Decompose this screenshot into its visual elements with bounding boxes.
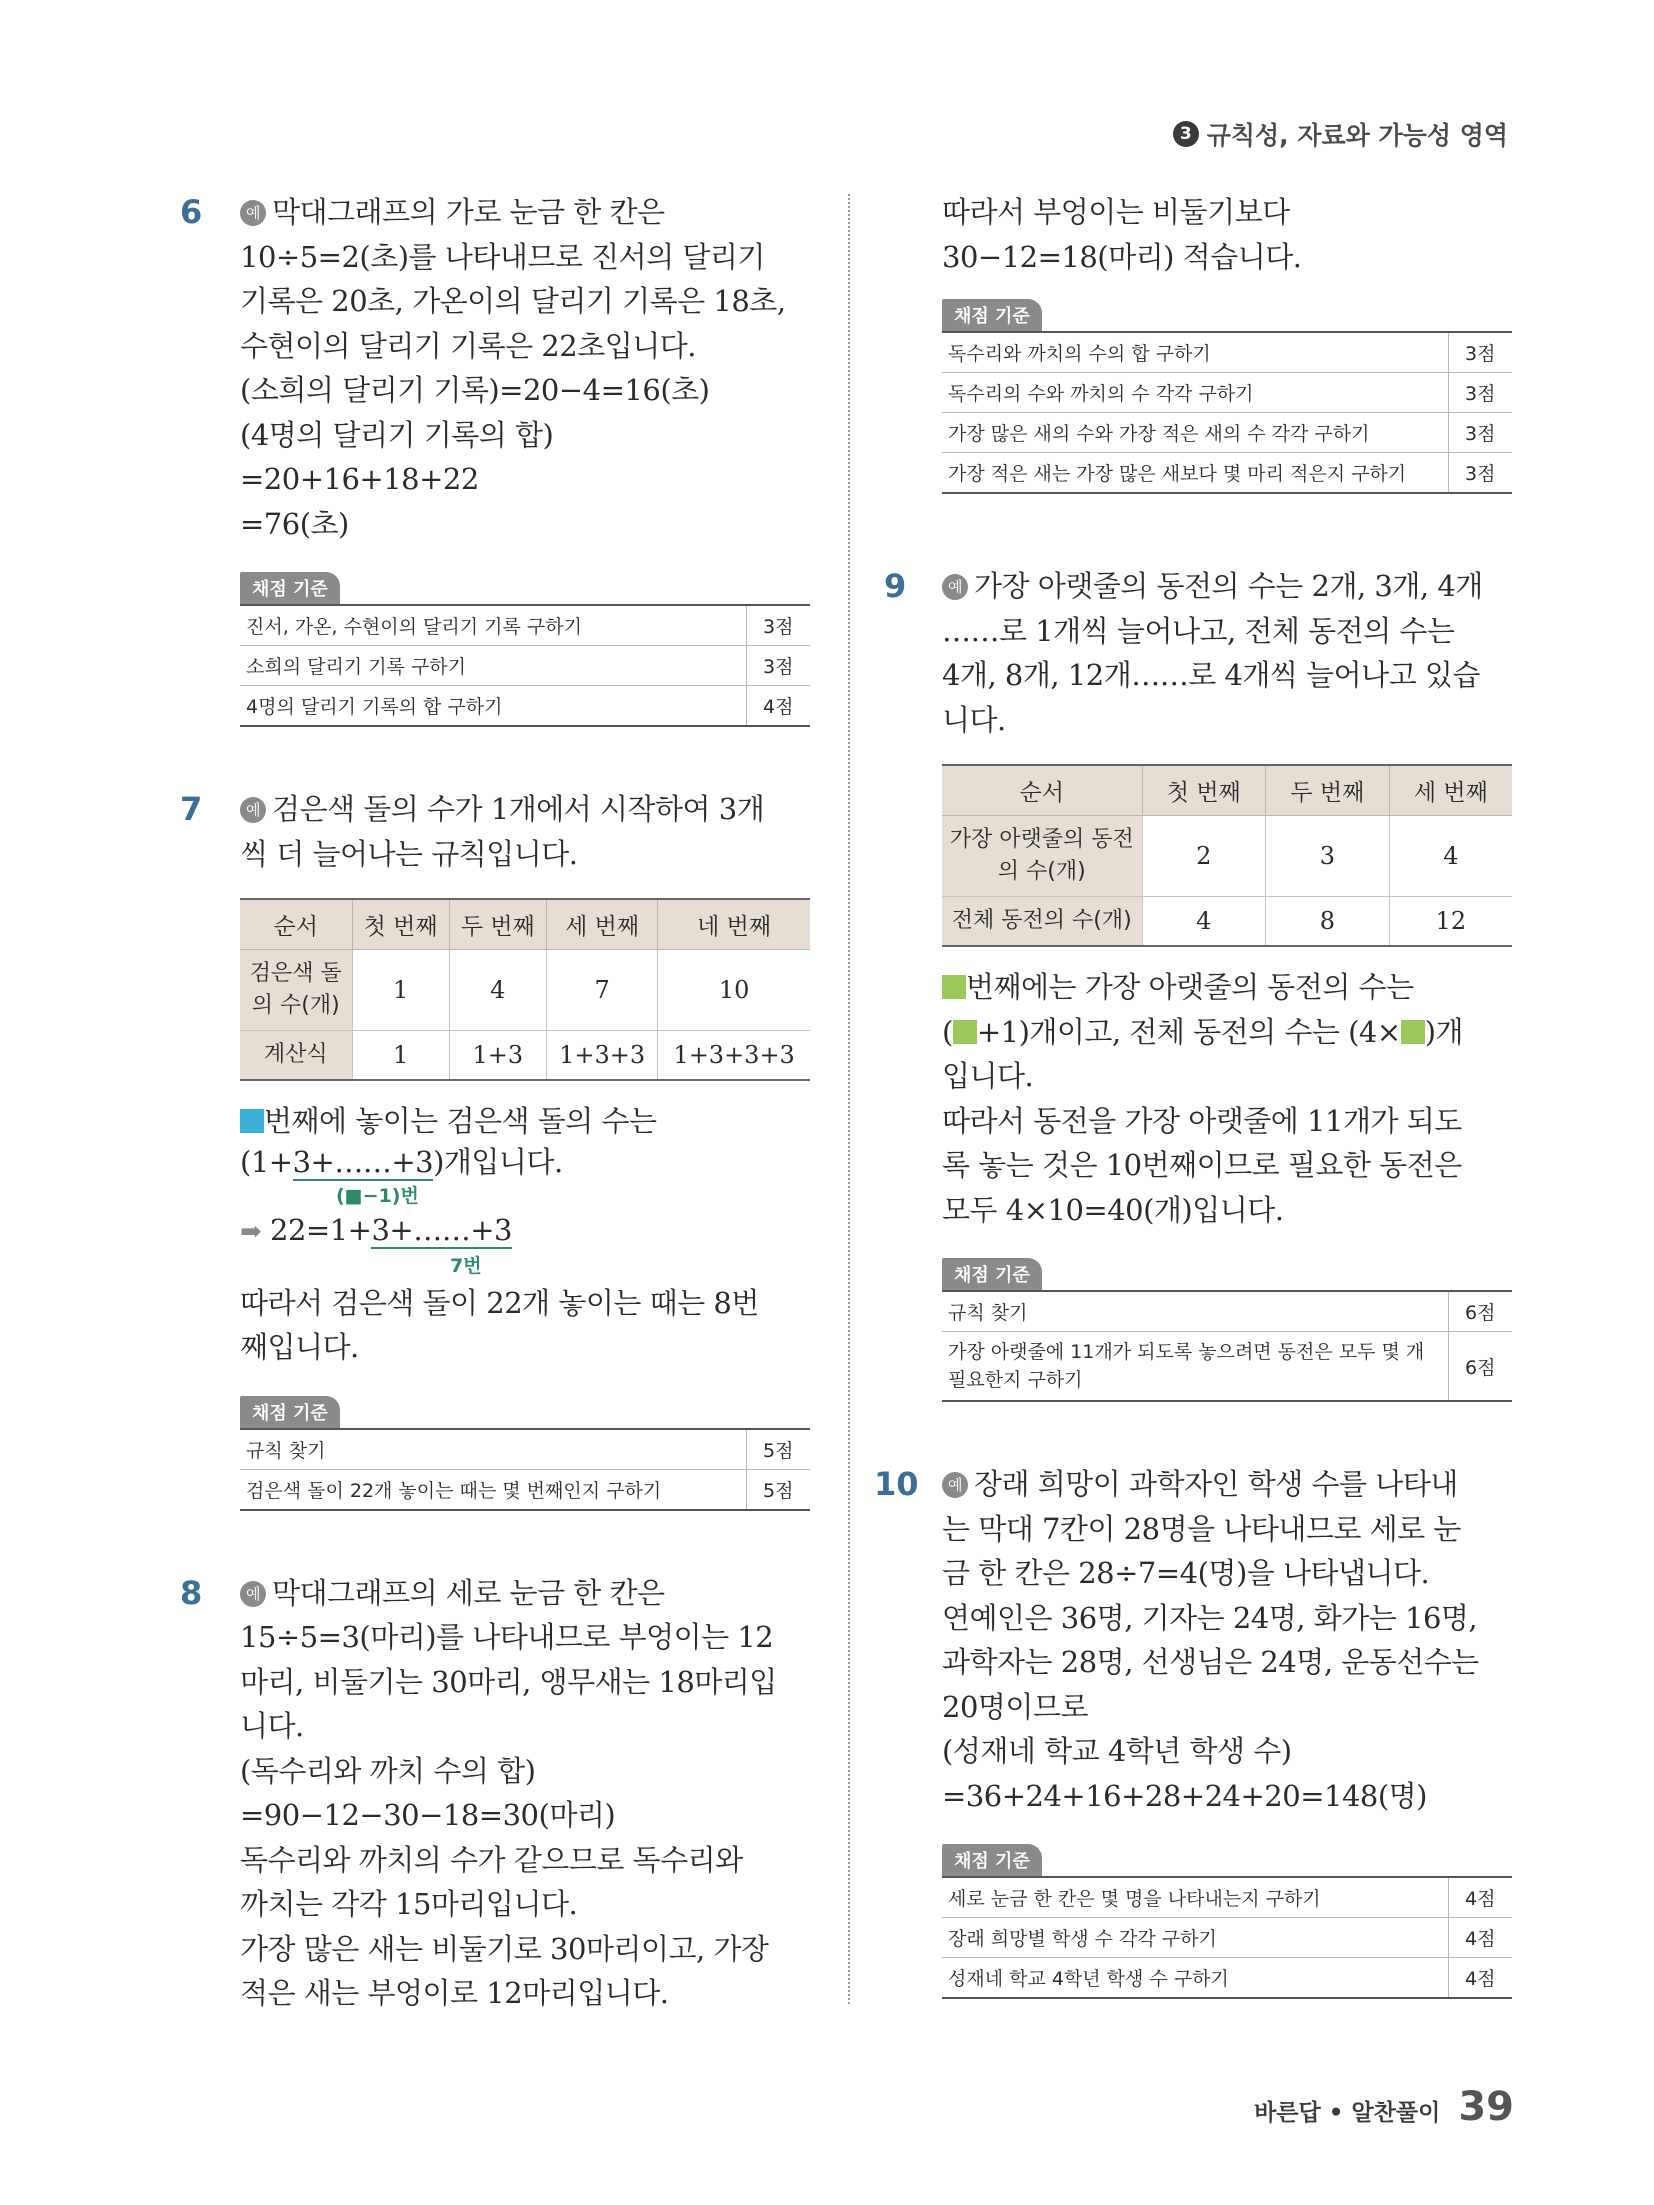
solution-line: 니다. [942,702,1006,737]
table-header-row: 순서 첫 번째 두 번째 세 번째 네 번째 [240,899,810,950]
criteria-title: 채점 기준 [942,299,1042,331]
solution-line: 4개, 8개, 12개……로 4개씩 늘어나고 있습 [942,658,1480,692]
solution-line: 30−12=18(마리) 적습니다. [942,239,1302,274]
arrow-right-icon: ➡ [240,1216,262,1247]
scoring-criteria [942,299,1512,494]
solution-line: 록 놓는 것은 10번째이므로 필요한 동전은 [942,1148,1462,1182]
table-row: 가장 아랫줄의 동전의 수(개) 2 3 4 [942,816,1512,897]
solution-line: 따라서 부엉이는 비둘기보다 [942,195,1290,229]
criteria-title: 채점 기준 [240,1396,340,1428]
scoring-criteria [942,1258,1512,1402]
criteria-title: 채점 기준 [240,572,340,604]
solution-line: 금 한 칸은 28÷7=4(명)을 나타냅니다. [942,1556,1430,1590]
table-row: 가장 아랫줄에 11개가 되도록 놓으려면 동전은 모두 몇 개 필요한지 구하기 6점 [942,1332,1512,1402]
table-row: 가장 적은 새는 가장 많은 새보다 몇 마리 적은지 구하기 3점 [942,453,1512,494]
scoring-criteria [942,1844,1512,1999]
solution-line: 예 가장 아랫줄의 동전의 수는 2개, 3개, 4개 [942,564,1512,609]
problem-number: 9 [884,567,907,605]
green-square-icon [942,975,966,999]
page-footer [1254,2084,1514,2130]
page-number: 39 [1458,2084,1514,2130]
problem-number: 8 [180,1573,203,1612]
table-row: 소희의 달리기 기록 구하기 3점 [240,646,810,686]
solution-line: 예 검은색 돌의 수가 1개에서 시작하여 3개 [240,787,810,832]
example-mark: 예 [240,797,266,823]
problem-10 [874,1462,1512,1999]
solution-line: =20+16+18+22 [240,462,479,496]
table-row: 진서, 가온, 수현이의 달리기 기록 구하기 3점 [240,605,810,646]
section-header [1173,116,1508,152]
underbrace: 3+……+3 [292,1144,434,1179]
blue-square-icon [240,1109,264,1133]
solution-line: (소희의 달리기 기록)=20−4=16(초) [240,373,710,407]
scoring-criteria [240,1396,810,1511]
solution-line: 10÷5=2(초)를 나타내므로 진서의 달리기 [240,239,765,274]
problem-number: 6 [180,193,203,231]
solution-line: (4명의 달리기 기록의 합) [240,417,554,452]
example-mark: 예 [942,574,968,600]
solution-line: 15÷5=3(마리)를 나타내므로 부엉이는 12 [240,1620,774,1654]
solution-line: ➡ 22=1+3+……+3 [240,1212,512,1247]
problem-number: 10 [874,1465,919,1503]
solution-line: ……로 1개씩 늘어나고, 전체 동전의 수는 [942,613,1455,648]
coin-pattern-table [942,764,1512,947]
brace-label: (■−1)번 [336,1184,419,1207]
problem-9 [886,564,1512,1402]
solution-line: 적은 새는 부엉이로 12마리입니다. [240,1976,669,2010]
section-number-badge: 3 [1173,121,1199,147]
green-square-icon [953,1020,977,1044]
example-mark: 예 [942,1472,968,1498]
solution-line: 과학자는 28명, 선생님은 24명, 운동선수는 [942,1645,1479,1679]
solution-line: ( +1)개이고, 전체 동전의 수는 (4× )개 [942,1014,1464,1049]
solution-line: 는 막대 7칸이 28명을 나타내므로 세로 눈 [942,1511,1461,1546]
solution-line: 수현이의 달리기 기록은 22초입니다. [240,328,696,363]
green-square-icon [1401,1020,1425,1044]
solution-line: 까치는 각각 15마리입니다. [240,1887,578,1921]
example-mark: 예 [240,1581,266,1607]
criteria-table [240,604,810,727]
problem-number: 7 [180,790,203,828]
solution-line: 가장 많은 새는 비둘기로 30마리이고, 가장 [240,1931,769,1966]
solution-line: 번째에는 가장 아랫줄의 동전의 수는 [942,965,1512,1010]
table-row: 장래 희망별 학생 수 각각 구하기 4점 [942,1918,1512,1958]
criteria-table [942,1876,1512,1999]
table-row: 독수리와 까치의 수의 합 구하기 3점 [942,332,1512,373]
table-row: 규칙 찾기 5점 [240,1429,810,1470]
problem-6 [180,190,810,727]
table-row: 검은색 돌의 수(개) 1 4 7 10 [240,950,810,1031]
solution-line: 예 막대그래프의 세로 눈금 한 칸은 [240,1571,810,1616]
criteria-table [240,1428,810,1511]
table-row: 4명의 달리기 기록의 합 구하기 4점 [240,686,810,727]
solution-line: (1+3+……+3)개입니다. [240,1144,563,1179]
criteria-title: 채점 기준 [942,1258,1042,1290]
footer-title: 바른답 • 알찬풀이 [1254,2100,1441,2126]
solution-line: 모두 4×10=40(개)입니다. [942,1192,1284,1227]
solution-line: 예 막대그래프의 가로 눈금 한 칸은 [240,190,810,235]
criteria-table [942,1290,1512,1402]
solution-line: =76(초) [240,506,349,541]
solution-line: (성재네 학교 4학년 학생 수) [942,1734,1292,1768]
solution-line: 기록은 20초, 가온이의 달리기 기록은 18초, [240,284,786,318]
section-title: 규칙성, 자료와 가능성 영역 [1206,121,1508,150]
table-row: 전체 동전의 수(개) 4 8 12 [942,897,1512,947]
solution-line: 번째에 놓이는 검은색 돌의 수는 [240,1099,810,1144]
solution-line: 독수리와 까치의 수가 같으므로 독수리와 [240,1842,743,1877]
solution-line: 니다. [240,1709,304,1743]
solution-line: 연예인은 36명, 기자는 24명, 화가는 16명, [942,1600,1478,1635]
table-row: 검은색 돌이 22개 놓이는 때는 몇 번째인지 구하기 5점 [240,1469,810,1510]
column-divider [848,194,850,2004]
table-row: 세로 눈금 한 칸은 몇 명을 나타내는지 구하기 4점 [942,1877,1512,1918]
underbrace: 3+……+3 [371,1212,512,1247]
solution-line: 따라서 동전을 가장 아랫줄에 11개가 되도 [942,1103,1462,1138]
problem-8-continued [942,190,1512,494]
table-row: 독수리의 수와 까치의 수 각각 구하기 3점 [942,373,1512,413]
stone-pattern-table [240,898,810,1081]
table-header-row: 순서 첫 번째 두 번째 세 번째 [942,765,1512,816]
problem-8 [180,1571,810,2016]
solution-line: (독수리와 까치 수의 합) [240,1753,536,1788]
solution-line: =90−12−30−18=30(마리) [240,1798,616,1832]
table-row: 성재네 학교 4학년 학생 수 구하기 4점 [942,1958,1512,1999]
solution-line: 째입니다. [240,1330,359,1364]
table-row: 계산식 1 1+3 1+3+3 1+3+3+3 [240,1031,810,1081]
scoring-criteria [240,572,810,727]
solution-line: =36+24+16+28+24+20=148(명) [942,1778,1427,1813]
problem-7 [180,787,810,1511]
criteria-title: 채점 기준 [942,1844,1042,1876]
table-row: 규칙 찾기 6점 [942,1291,1512,1332]
table-row: 가장 많은 새의 수와 가장 적은 새의 수 각각 구하기 3점 [942,413,1512,453]
solution-line: 마리, 비둘기는 30마리, 앵무새는 18마리입 [240,1664,777,1699]
left-column [180,190,810,2016]
solution-line: 씩 더 늘어나는 규칙입니다. [240,836,578,871]
criteria-table [942,331,1512,494]
solution-line: 예 장래 희망이 과학자인 학생 수를 나타내 [942,1462,1512,1507]
right-column [874,190,1512,1999]
solution-line: 따라서 검은색 돌이 22개 놓이는 때는 8번 [240,1285,759,1320]
solution-line: 입니다. [942,1059,1034,1093]
example-mark: 예 [240,200,266,226]
solution-line: 20명이므로 [942,1689,1088,1724]
brace-label: 7번 [450,1254,482,1277]
